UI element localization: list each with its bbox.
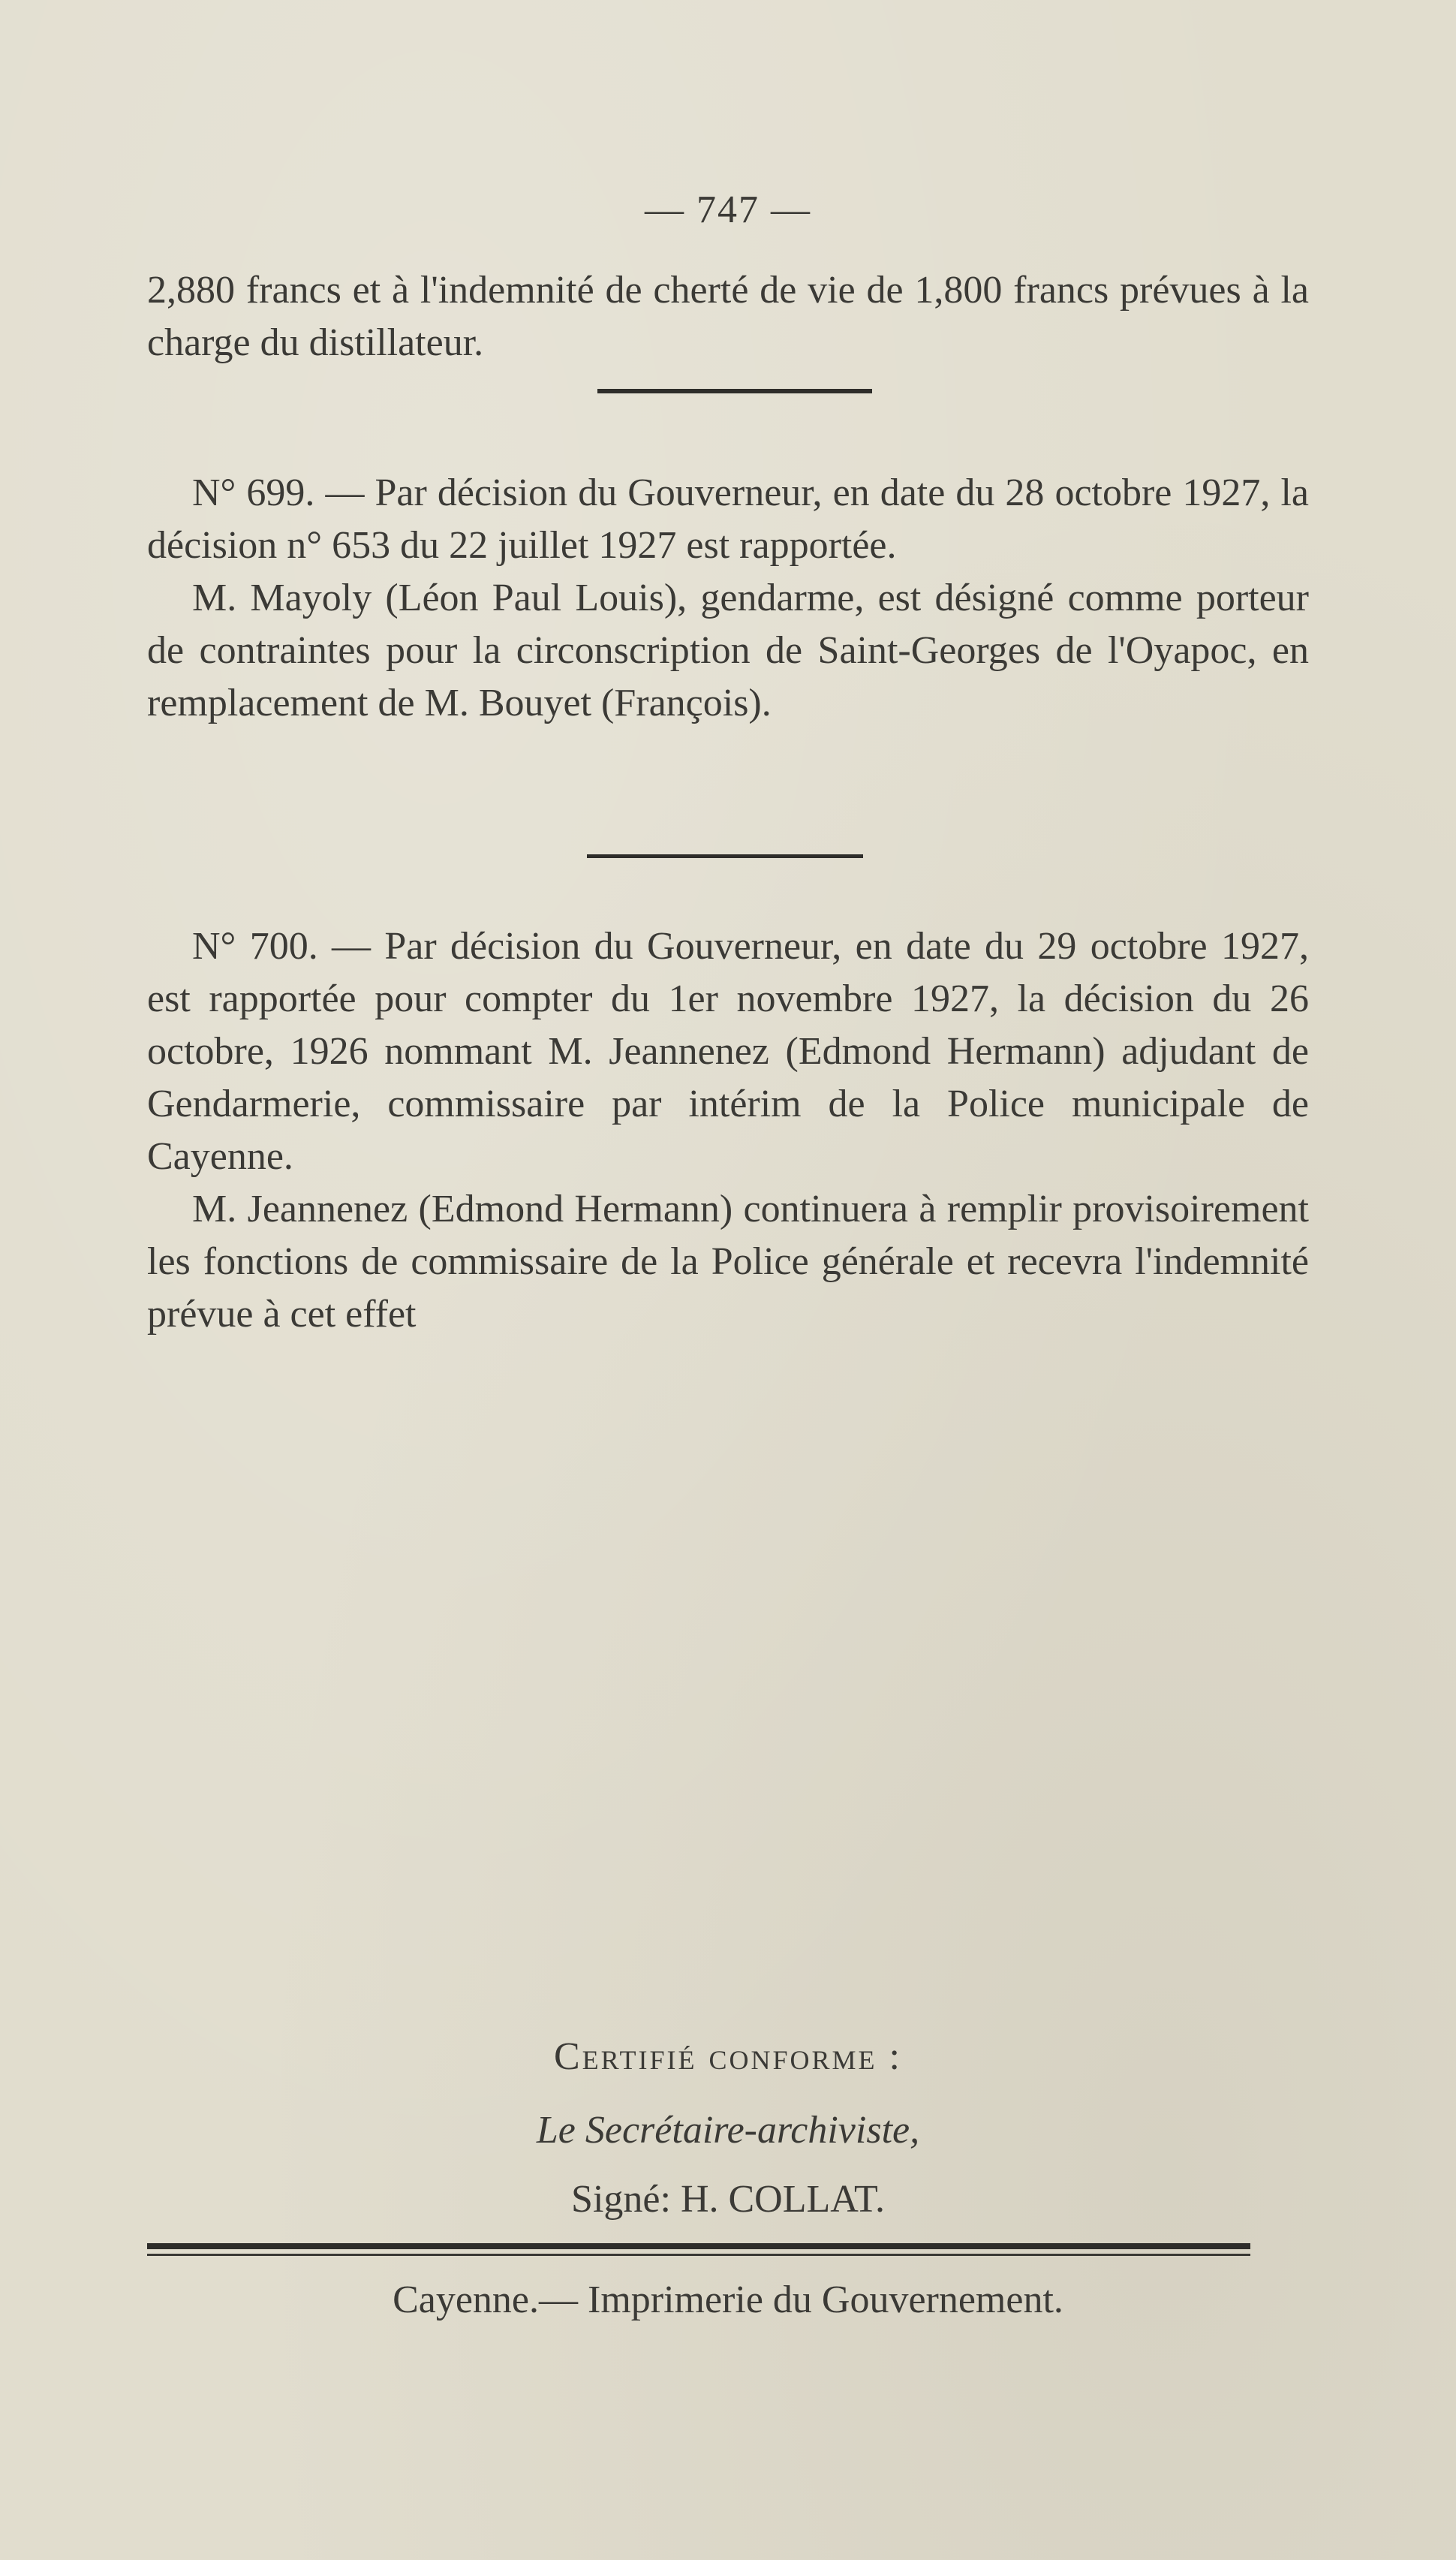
certification-role: Le Secrétaire-archiviste, [536, 2109, 920, 2152]
certification-heading: Certifié conforme : [554, 2035, 902, 2078]
decision-700-block [147, 920, 1309, 1341]
intro-paragraph: 2,880 francs et à l'indemnité de cherté de vie de 1,800 francs prévues à la charge du distillateur. [147, 269, 1309, 364]
decision-699-block [147, 467, 1309, 730]
separator-rule [597, 389, 872, 393]
separator-rule [587, 854, 863, 858]
decision-700-paragraph: N° 700. — Par décision du Gouverneur, en date du 29 octobre 1927, est rapportée pour compter du 1er novembre 1927, la décision du 26 octobre, 1926 nommant M. Jeannenez (Edmond Hermann) adjudant de Gendarmerie, commissaire par intérim de la Police municipale de Cayenne. [147, 925, 1309, 1178]
decision-699-paragraph: N° 699. — Par décision du Gouverneur, en date du 28 octobre 1927, la décision n° 653 du 22 juillet 1927 est rapportée. [147, 471, 1309, 567]
certification-signature: Signé: H. COLLAT. [571, 2178, 885, 2221]
page-number: — 747 — [645, 188, 811, 231]
footer-rule-thick [147, 2243, 1250, 2249]
printer-imprint: Cayenne.— Imprimerie du Gouvernement. [393, 2278, 1063, 2321]
intro-block [147, 264, 1309, 369]
footer-rule-thin [147, 2254, 1250, 2256]
decision-700-detail: M. Jeannenez (Edmond Hermann) continuera à remplir provisoirement les fonctions de commissaire de la Police générale et recevra l'indemnité prévue à cet effet [147, 1188, 1309, 1336]
decision-699-detail: M. Mayoly (Léon Paul Louis), gendarme, est désigné comme porteur de contraintes pour la circonscription de Saint-Georges de l'Oyapoc, en remplacement de M. Bouyet (François). [147, 577, 1309, 724]
